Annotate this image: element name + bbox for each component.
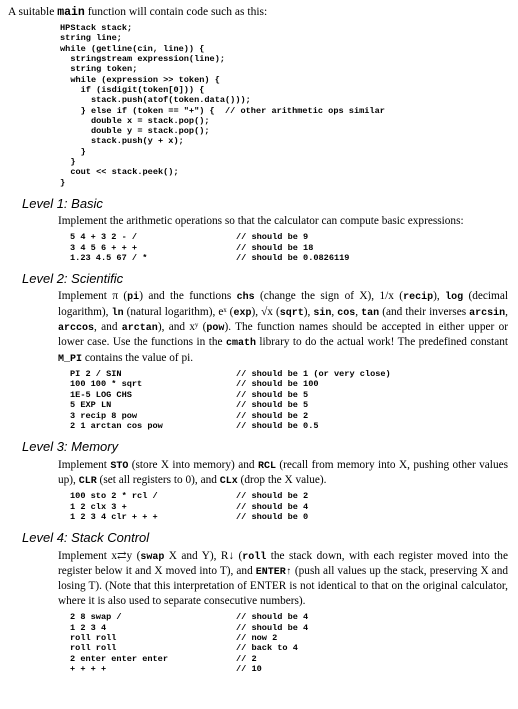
example-comment: // should be 5: [236, 400, 309, 411]
code-line: double y = stack.pop();: [60, 126, 210, 137]
code-line: } else if (token == "+") { // other arithmetic ops similar: [60, 105, 385, 116]
example-input: 5 4 + 3 2 - /: [70, 232, 138, 243]
example-input: 2 enter enter enter: [70, 653, 168, 664]
example-row: [70, 390, 510, 400]
example-row: [70, 421, 510, 431]
example-comment: // should be 0.5: [236, 420, 319, 431]
example-row: [70, 664, 510, 674]
code-line: while (getline(cin, line)) {: [60, 43, 205, 54]
level-heading: Level 4: Stack Control: [22, 530, 150, 546]
inline-code: ln: [111, 307, 124, 319]
example-row: [70, 502, 510, 512]
inline-code: arcsin: [469, 307, 506, 319]
paragraph-text: Implement: [58, 458, 111, 471]
paragraph-text: (set all registers to 0), and: [96, 473, 220, 486]
paragraph-text: library to do the actual work! The predefined constant: [255, 336, 508, 349]
example-row: [70, 512, 510, 522]
level-description: [58, 214, 510, 229]
example-comment: // should be 18: [236, 242, 314, 253]
example-comment: // should be 1 (or very close): [236, 368, 391, 379]
example-comment: // should be 0.0826119: [236, 252, 350, 263]
paragraph-text: Implement π (: [58, 290, 128, 303]
inline-code: RCL: [257, 460, 276, 472]
inline-code: roll: [242, 551, 267, 563]
example-comment: // should be 2: [236, 410, 309, 421]
inline-code: cos: [337, 307, 356, 319]
example-comment: // back to 4: [236, 643, 298, 654]
level-description: [58, 289, 510, 365]
paragraph-text: (and their inverses: [379, 305, 470, 318]
example-row: [70, 379, 510, 389]
example-comment: // should be 100: [236, 379, 319, 390]
code-line: double x = stack.pop();: [60, 115, 210, 126]
code-line: cout << stack.peek();: [60, 167, 179, 178]
paragraph-text: ), √x (: [251, 305, 280, 318]
example-comment: // should be 9: [236, 232, 309, 243]
inline-code: pi: [127, 292, 140, 304]
example-input: 1 2 3 4: [70, 622, 107, 633]
example-comment: // should be 0: [236, 511, 309, 522]
paragraph-text: ,: [331, 305, 338, 318]
example-input: 100 sto 2 * rcl /: [70, 491, 158, 502]
paragraph-text: ),: [433, 290, 446, 303]
code-line: stack.push(y + x);: [60, 136, 184, 147]
paragraph-text: (store X into memory) and: [128, 458, 258, 471]
level-heading: Level 2: Scientific: [22, 271, 124, 287]
code-line: string line;: [60, 33, 122, 44]
paragraph-text: contains the value of pi.: [82, 351, 194, 364]
example-input: 1.23 4.5 67 / *: [70, 252, 148, 263]
level-description: [58, 458, 510, 489]
example-input: PI 2 / SIN: [70, 368, 122, 379]
code-line: stringstream expression(line);: [60, 54, 226, 65]
code-line: HPStack stack;: [60, 23, 133, 34]
example-row: [70, 400, 510, 410]
example-comment: // should be 5: [236, 389, 309, 400]
example-input: 2 1 arctan cos pow: [70, 420, 163, 431]
inline-code: M_PI: [58, 353, 83, 365]
example-input: roll roll: [70, 643, 117, 654]
example-comment: // should be 2: [236, 491, 309, 502]
example-comment: // should be 4: [236, 612, 309, 623]
example-input: 3 recip 8 pow: [70, 410, 138, 421]
example-comment: // should be 4: [236, 501, 309, 512]
paragraph-text: ),: [303, 305, 314, 318]
paragraph-text: the stack down, with each register moved into the register below it and X moved into T), and: [58, 549, 508, 577]
level-heading: Level 3: Memory: [22, 439, 119, 455]
inline-code: ENTER↑: [255, 566, 292, 578]
example-input: 5 EXP LN: [70, 400, 112, 411]
paragraph-text: (push all values up the stack, preserving X and losing T). (Note that this interpretation of ENTER is not identical to that on the original calculator, where it is also used to separate consecutive numbers).: [58, 564, 508, 608]
inline-code: pow: [206, 323, 225, 335]
example-input: 1E-5 LOG CHS: [70, 389, 132, 400]
example-row: [70, 369, 510, 379]
example-block: [70, 232, 510, 263]
example-row: [70, 411, 510, 421]
intro-text: [8, 5, 510, 20]
paragraph-text: (natural logarithm), eˣ (: [123, 305, 234, 318]
paragraph-text: Implement x⇄y (: [58, 549, 141, 562]
levels-container: [8, 195, 510, 675]
inline-code: sin: [313, 307, 332, 319]
inline-code: chs: [236, 292, 255, 304]
paragraph-text: ) and the functions: [139, 290, 237, 303]
intro-keyword: main: [57, 6, 85, 19]
code-listing: [60, 23, 510, 188]
inline-code: CLx: [219, 475, 238, 487]
paragraph-text: (decimal logarithm),: [58, 290, 508, 318]
example-row: [70, 623, 510, 633]
paragraph-text: (recall from memory into X, pushing other values up),: [58, 458, 509, 486]
inline-code: sqrt: [279, 307, 304, 319]
level-heading: Level 1: Basic: [22, 195, 103, 211]
example-row: [70, 491, 510, 501]
paragraph-text: (change the sign of X), 1/x (: [254, 290, 404, 303]
example-row: [70, 643, 510, 653]
inline-code: arctan: [121, 323, 158, 335]
example-input: roll roll: [70, 632, 117, 643]
intro-suffix: function will contain code such as this:: [84, 6, 268, 18]
inline-code: tan: [361, 307, 380, 319]
inline-code: log: [445, 292, 464, 304]
paragraph-text: Implement the arithmetic operations so that the calculator can compute basic expressions:: [58, 215, 464, 228]
example-input: 100 100 * sqrt: [70, 379, 143, 390]
example-input: 3 4 5 6 + + +: [70, 242, 138, 253]
inline-code: recip: [403, 292, 434, 304]
paragraph-text: ), and xʸ (: [157, 321, 207, 334]
inline-code: cmath: [225, 338, 256, 350]
example-input: 1 2 clx 3 +: [70, 501, 127, 512]
example-block: [70, 491, 510, 522]
code-line: stack.push(atof(token.data()));: [60, 95, 251, 106]
code-line: }: [60, 177, 66, 188]
inline-code: arccos: [58, 323, 95, 335]
example-block: [70, 369, 510, 431]
example-input: 1 2 3 4 clr + + +: [70, 511, 158, 522]
code-line: if (isdigit(token[0])) {: [60, 84, 205, 95]
code-line: }: [60, 146, 86, 157]
example-comment: // 10: [236, 664, 262, 675]
paragraph-text: , and: [94, 321, 122, 334]
level-description: [58, 549, 510, 610]
example-row: [70, 232, 510, 242]
inline-code: swap: [140, 551, 165, 563]
inline-code: CLR: [78, 475, 97, 487]
example-input: + + + +: [70, 664, 107, 675]
code-line: string token;: [60, 64, 138, 75]
paragraph-text: ,: [505, 305, 508, 318]
paragraph-text: (drop the X value).: [237, 473, 327, 486]
paragraph-text: ). The function names should be accepted in either upper or lower case. Use the functions in the: [58, 321, 508, 349]
example-comment: // 2: [236, 653, 257, 664]
example-row: [70, 612, 510, 622]
code-line: while (expression >> token) {: [60, 74, 220, 85]
example-input: 2 8 swap /: [70, 612, 122, 623]
paragraph-text: X and Y), R↓ (: [164, 549, 243, 562]
example-comment: // should be 4: [236, 622, 309, 633]
example-row: [70, 253, 510, 263]
inline-code: STO: [110, 460, 129, 472]
example-row: [70, 633, 510, 643]
inline-code: exp: [233, 307, 252, 319]
code-line: }: [60, 157, 76, 168]
example-comment: // now 2: [236, 632, 278, 643]
example-row: [70, 243, 510, 253]
example-row: [70, 654, 510, 664]
paragraph-text: ,: [355, 305, 362, 318]
intro-prefix: A suitable: [8, 6, 58, 18]
example-block: [70, 612, 510, 674]
